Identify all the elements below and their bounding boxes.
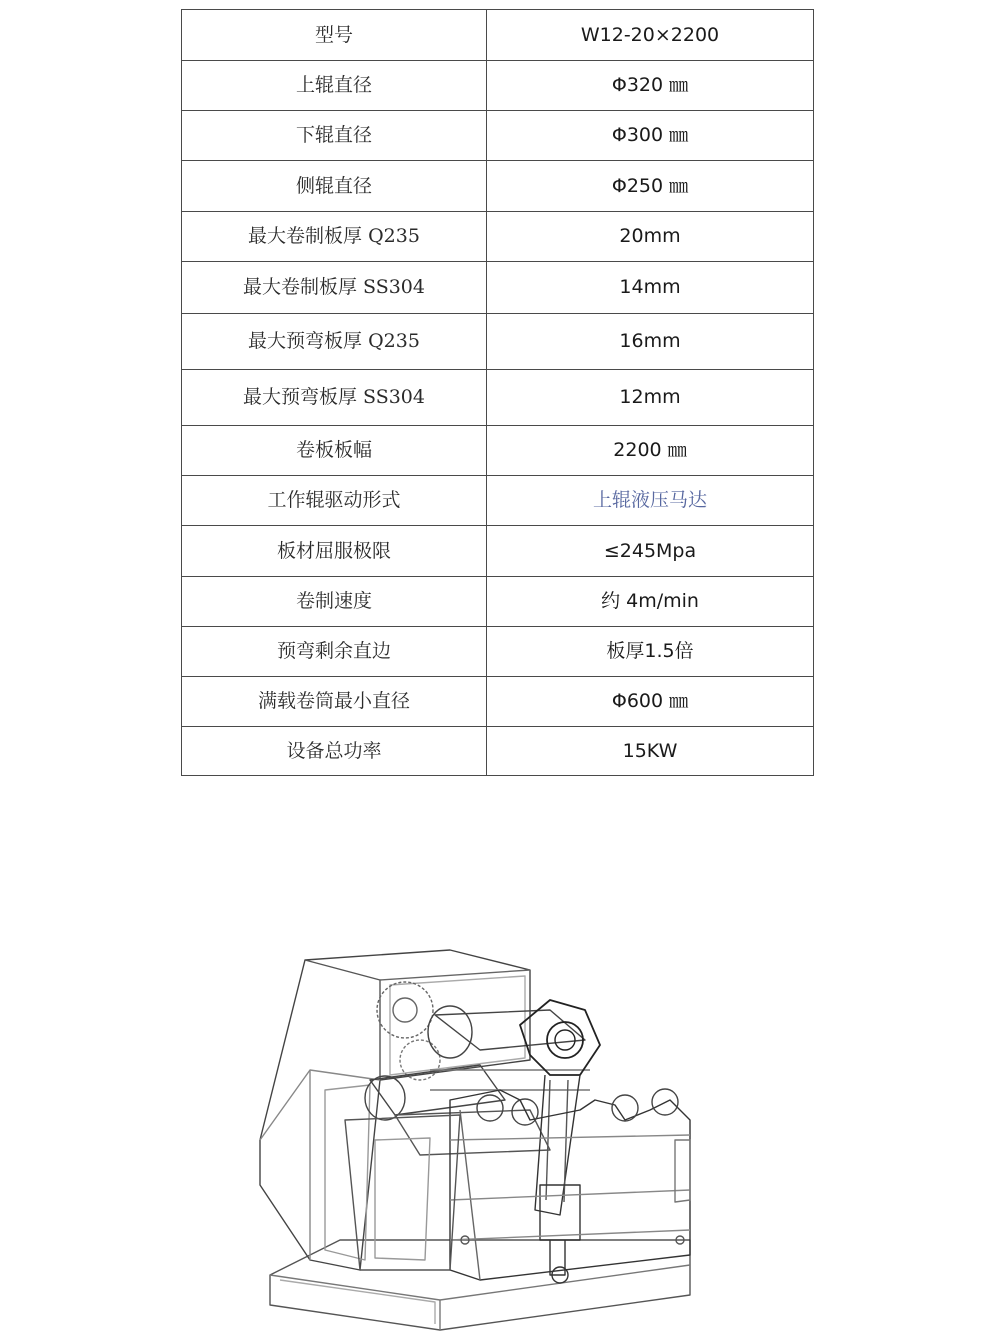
spec-value: 上辊液压马达	[487, 476, 814, 526]
spec-value: 12mm	[487, 370, 814, 426]
spec-label: 设备总功率	[182, 727, 487, 776]
table-row	[182, 262, 814, 314]
table-row	[182, 627, 814, 677]
spec-label: 满载卷筒最小直径	[182, 677, 487, 727]
spec-label: 最大预弯板厚 Q235	[182, 314, 487, 370]
table-row	[182, 314, 814, 370]
spec-value: 板厚1.5倍	[487, 627, 814, 677]
table-row	[182, 212, 814, 262]
spec-label: 侧辊直径	[182, 161, 487, 212]
spec-value: Φ600 ㎜	[487, 677, 814, 727]
spec-value: Φ300 ㎜	[487, 111, 814, 161]
spec-label: 工作辊驱动形式	[182, 476, 487, 526]
spec-label: 预弯剩余直边	[182, 627, 487, 677]
table-row	[182, 10, 814, 61]
spec-value: 2200 ㎜	[487, 426, 814, 476]
plate-rolling-machine-icon	[250, 940, 700, 1335]
spec-label: 最大预弯板厚 SS304	[182, 370, 487, 426]
spec-label: 型号	[182, 10, 487, 61]
table-row	[182, 111, 814, 161]
table-row	[182, 526, 814, 577]
spec-label: 卷制速度	[182, 577, 487, 627]
spec-value: ≤245Mpa	[487, 526, 814, 577]
table-row	[182, 61, 814, 111]
table-row	[182, 677, 814, 727]
spec-label: 板材屈服极限	[182, 526, 487, 577]
spec-label: 最大卷制板厚 Q235	[182, 212, 487, 262]
table-row	[182, 426, 814, 476]
spec-value: 16mm	[487, 314, 814, 370]
spec-label: 卷板板幅	[182, 426, 487, 476]
spec-value: Φ250 ㎜	[487, 161, 814, 212]
spec-table	[181, 9, 814, 776]
table-row	[182, 727, 814, 776]
table-row	[182, 370, 814, 426]
spec-value: 20mm	[487, 212, 814, 262]
spec-value: 14mm	[487, 262, 814, 314]
spec-value: 约 4m/min	[487, 577, 814, 627]
spec-label: 下辊直径	[182, 111, 487, 161]
table-row	[182, 476, 814, 526]
spec-value: W12-20×2200	[487, 10, 814, 61]
table-row	[182, 161, 814, 212]
spec-label: 上辊直径	[182, 61, 487, 111]
spec-value: 15KW	[487, 727, 814, 776]
table-row	[182, 577, 814, 627]
spec-value: Φ320 ㎜	[487, 61, 814, 111]
spec-label: 最大卷制板厚 SS304	[182, 262, 487, 314]
